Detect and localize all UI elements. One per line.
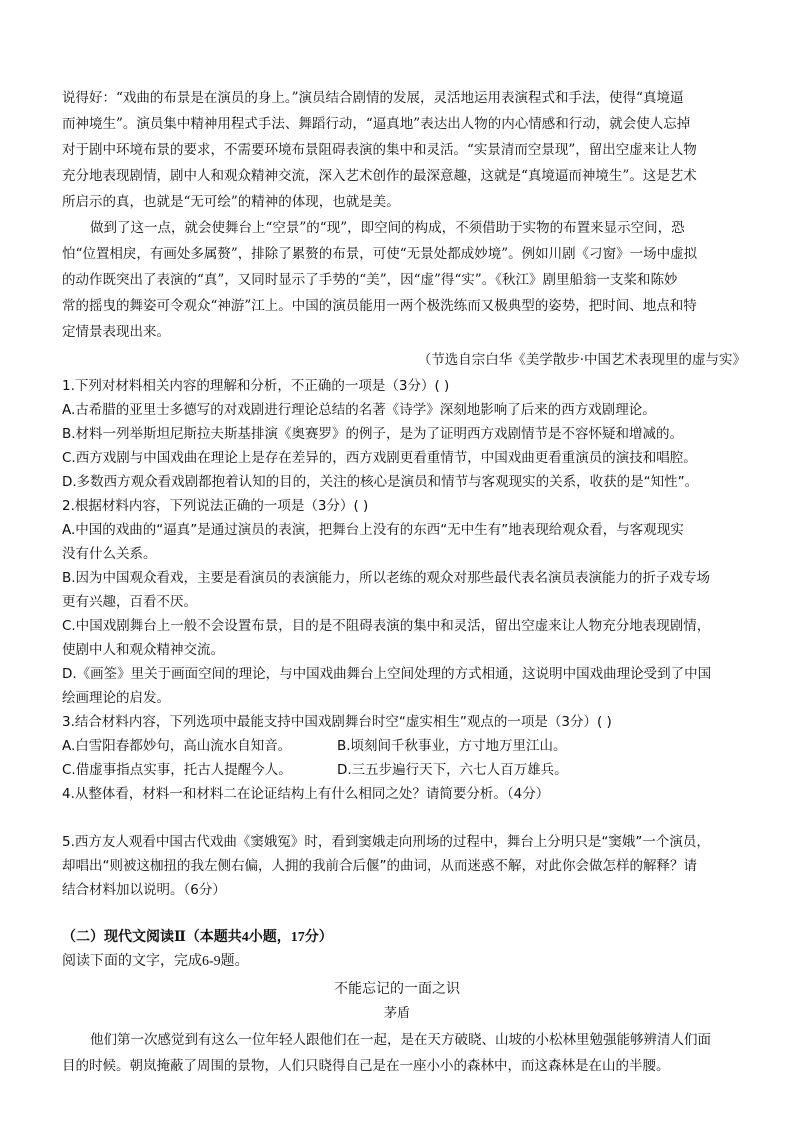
question-2-option-d: D.《画筌》里关于画面空间的理论，与中国戏曲舞台上空间处理的方式相通，这说明中国戏曲理论受到了中国	[62, 666, 712, 682]
question-2-option-d-cont: 绘画理论的启发。	[62, 690, 170, 706]
section-instruction: 阅读下面的文字，完成6-9题。	[62, 954, 249, 969]
section-heading: （二）现代文阅读Ⅱ（本题共4小题，17分）	[62, 930, 333, 945]
question-2-stem: 2.根据材料内容，下列说法正确的一项是（3分）( )	[62, 498, 369, 514]
passage-line: 做到了这一点，就会使舞台上“空景”的“现”，即空间的构成，不须借助于实物的布置来显示空间，恐	[90, 220, 685, 236]
question-3-stem: 3.结合材料内容，下列选项中最能支持中国戏剧舞台时空“虚实相生”观点的一项是（3分）( )	[62, 714, 612, 730]
question-4: 4.从整体看，材料一和材料二在论证结构上有什么相同之处？请简要分析。（4分）	[62, 786, 550, 802]
passage-line: 常的摇曳的舞姿可令观众“神游”江上。中国的演员能用一两个极洗练而又极典型的姿势，把时间、地点和特	[62, 298, 697, 314]
passage-line: 充分地表现剧情，剧中人和观众精神交流，深入艺术创作的最深意趣，这就是“真境逼而神境生”。这是艺术	[62, 168, 697, 184]
question-5-line: 5.西方友人观看中国古代戏曲《窦娥冤》时，看到窦娥走向刑场的过程中，舞台上分明只是“窦娥”一个演员，	[62, 834, 710, 850]
question-1-option-c: C.西方戏剧与中国戏曲在理论上是存在差异的，西方戏剧更看重情节，中国戏曲更看重演员的演技和唱腔。	[62, 450, 697, 466]
passage-line: 对于剧中环境布景的要求，不需要环境布景阻碍表演的集中和灵活。“实景清而空景现”，留出空虚来让人物	[62, 142, 697, 158]
question-1-option-d: D.多数西方观众看戏剧都抱着认知的目的，关注的核心是演员和情节与客观现实的关系，收获的是“知性”。	[62, 474, 699, 490]
question-2-option-a: A.中国的戏曲的“逼真”是通过演员的表演，把舞台上没有的东西“无中生有”地表现给观众看，与客观现实	[62, 522, 684, 538]
question-2-option-c-cont: 使剧中人和观众精神交流。	[62, 642, 224, 658]
passage-line: 说得好：“戏曲的布景是在演员的身上。”演员结合剧情的发展，灵活地运用表演程式和手法，使得“真境逼	[62, 90, 684, 106]
passage-line: 而神境生”。演员集中精神用程式手法、舞蹈行动，“逼真地”表达出人物的内心情感和行动，就会使人忘掉	[62, 116, 691, 132]
question-5-line: 却唱出“则被这枷扭的我左侧右偏，人拥的我前合后偃”的曲词，从而迷惑不解，对此你会做怎样的解释？请	[62, 858, 697, 874]
question-2-option-b: B.因为中国观众看戏，主要是看演员的表演能力，所以老练的观众对那些最代表名演员表演能力的折子戏专场	[62, 570, 711, 586]
passage-line: 定情景表现出来。	[62, 324, 170, 340]
question-1-option-a: A.古希腊的亚里士多德写的对戏剧进行理论总结的名著《诗学》深刻地影响了后来的西方戏剧理论。	[62, 402, 656, 418]
question-3-option-a: A.白雪阳春都妙句，高山流水自知音。	[62, 738, 292, 754]
question-2-option-b-cont: 更有兴趣，百看不厌。	[62, 594, 197, 610]
article-title: 不能忘记的一面之识	[334, 982, 460, 997]
question-1-stem: 1.下列对材料相关内容的理解和分析，不正确的一项是（3分）( )	[62, 378, 450, 394]
passage-line: 所启示的真，也就是“无可绘”的精神的体现，也就是美。	[62, 194, 400, 210]
question-3-option-c: C.借虚事指点实事，托古人提醒今人。	[62, 762, 292, 778]
question-3-option-b: B.顷刻间千秋事业，方寸地万里江山。	[337, 738, 567, 754]
article-line: 他们第一次感觉到有这么一位年轻人跟他们在一起，是在天方破晓、山坡的小松林里勉强能够辨清人们面	[90, 1032, 711, 1048]
article-line: 目的时候。朝岚掩蔽了周围的景物，人们只晓得自己是在一座小小的森林中，而这森林是在山的半腰。	[62, 1058, 670, 1074]
passage-line: 怕“位置相戾，有画处多属赘”，排除了累赘的布景，可使“无景处都成妙境”。例如川剧《刁窗》一场中虚拟	[62, 246, 698, 262]
passage-line: 的动作既突出了表演的“真”，又同时显示了手势的“美”，因“虚”得“实”。《秋江》剧里船翁一支桨和陈妙	[62, 272, 678, 288]
question-2-option-a-cont: 没有什么关系。	[62, 546, 157, 562]
question-2-option-c: C.中国戏剧舞台上一般不会设置布景，目的是不阻碍表演的集中和灵活，留出空虚来让人物充分地表现剧情，	[62, 618, 711, 634]
article-author: 茅盾	[383, 1005, 410, 1020]
question-1-option-b: B.材料一列举斯坦尼斯拉夫斯基排演《奥赛罗》的例子，是为了证明西方戏剧情节是不容怀疑和增减的。	[62, 426, 684, 442]
source-citation: （节选自宗白华《美学散步·中国艺术表现里的虚与实》	[417, 352, 746, 368]
question-5-line: 结合材料加以说明。（6分）	[62, 882, 226, 898]
question-3-option-d: D.三五步遍行天下，六七人百万雄兵。	[337, 762, 568, 778]
